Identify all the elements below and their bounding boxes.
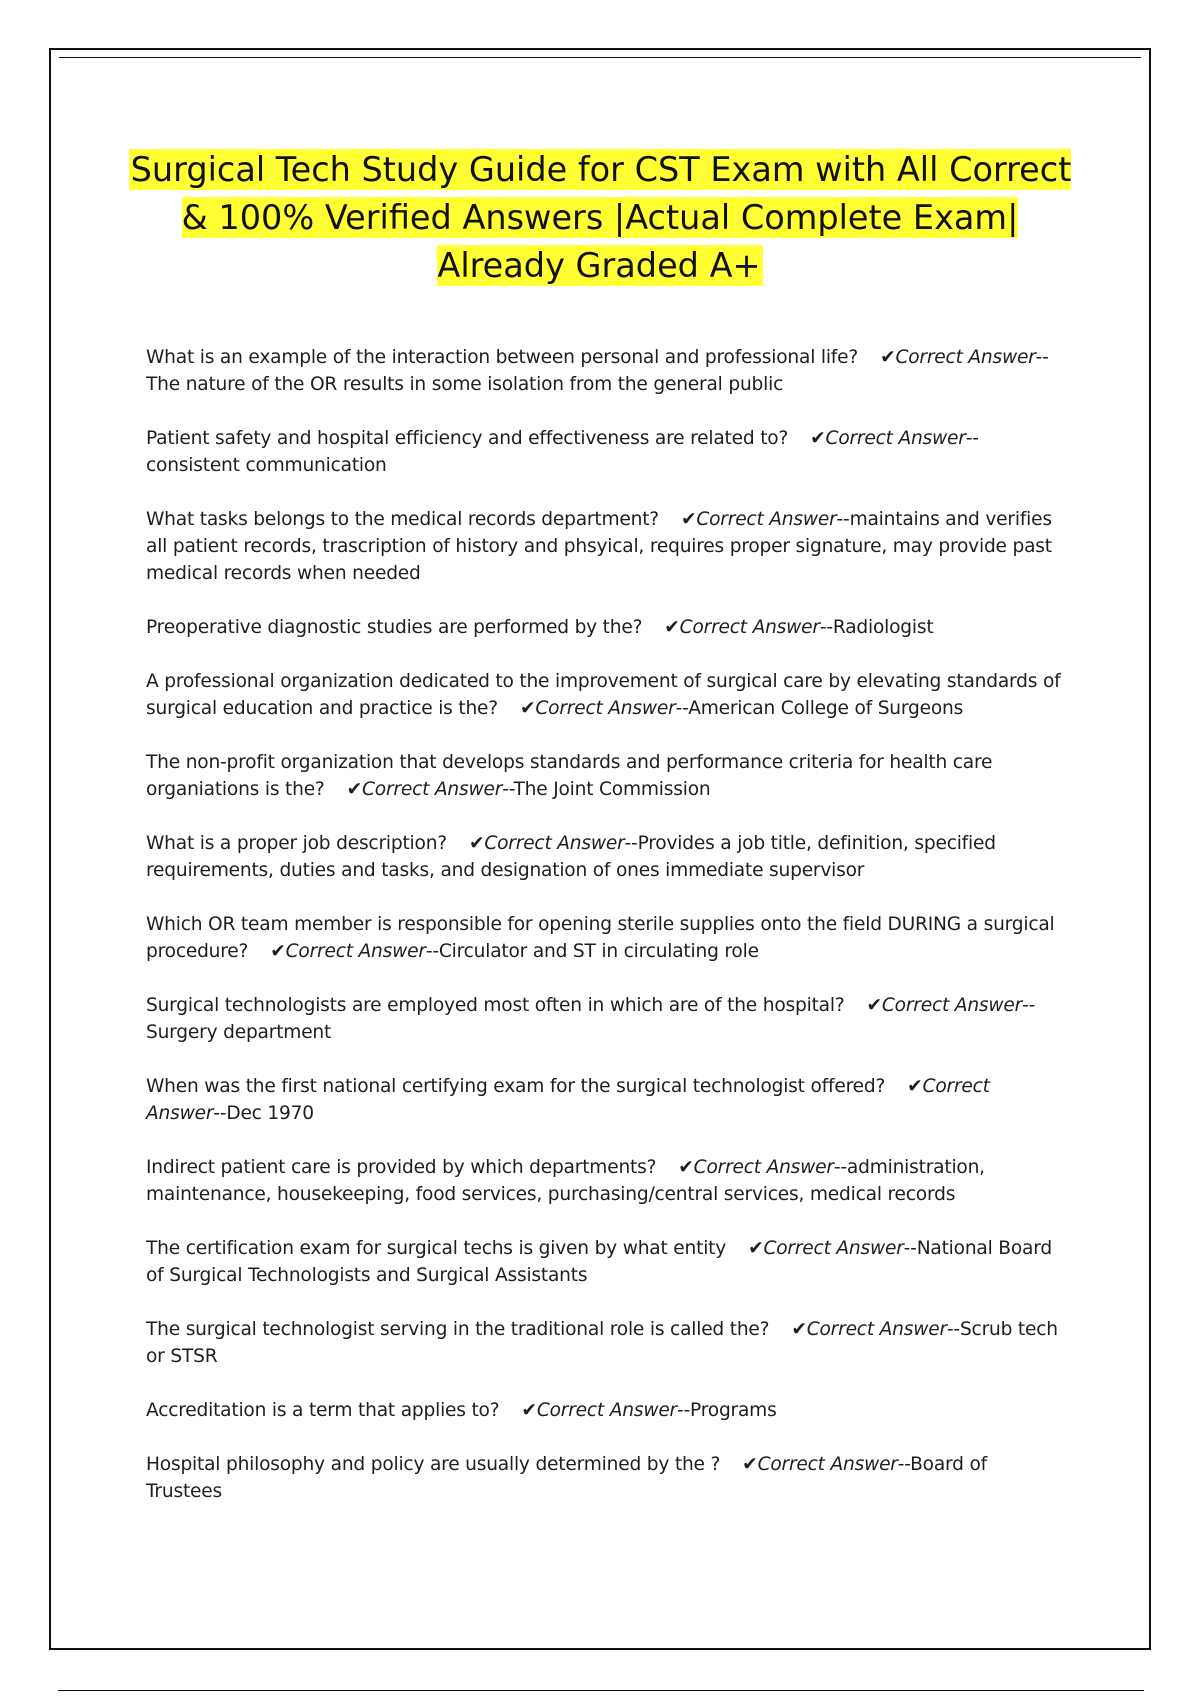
check-icon: ✔: [346, 779, 362, 800]
qa-item: [146, 614, 1064, 641]
bottom-rule: [58, 1690, 1144, 1691]
qa-item: [146, 1235, 1064, 1289]
check-icon: ✔: [810, 428, 826, 449]
answer-text: National Board of Surgical Technologists and Surgical Assistants: [146, 1238, 1052, 1286]
answer-marker: Correct Answer: [285, 941, 426, 962]
answer-separator: --: [624, 833, 638, 854]
answer-marker: Correct Answer: [825, 428, 966, 449]
question-text: The certification exam for surgical techs is given by what entity: [146, 1238, 727, 1259]
qa-list: [146, 344, 1064, 1532]
qa-item: [146, 1397, 1064, 1424]
answer-marker: Correct Answer: [763, 1238, 904, 1259]
check-icon: ✔: [748, 1238, 764, 1259]
question-text: What tasks belongs to the medical records department?: [146, 509, 659, 530]
top-rule: [59, 57, 1141, 58]
answer-marker: Correct Answer: [362, 779, 503, 800]
qa-item: [146, 425, 1064, 479]
answer-separator: --: [903, 1238, 917, 1259]
question-text: Accreditation is a term that applies to?: [146, 1400, 500, 1421]
answer-separator: --: [502, 779, 514, 800]
answer-text: Scrub tech or STSR: [146, 1319, 1058, 1367]
answer-marker: Correct Answer: [535, 698, 676, 719]
answer-separator: --: [965, 428, 979, 449]
answer-separator: --: [425, 941, 439, 962]
answer-text: Radiologist: [832, 617, 934, 638]
qa-item: [146, 1316, 1064, 1370]
answer-marker: Correct Answer: [146, 1076, 990, 1124]
question-text: Indirect patient care is provided by which departments?: [146, 1157, 657, 1178]
answer-marker: Correct Answer: [679, 617, 820, 638]
answer-separator: --: [1022, 995, 1036, 1016]
answer-marker: Correct Answer: [696, 509, 837, 530]
answer-text: Board of Trustees: [146, 1454, 988, 1502]
check-icon: ✔: [521, 1400, 537, 1421]
answer-separator: --: [675, 698, 689, 719]
question-text: The surgical technologist serving in the traditional role is called the?: [146, 1319, 770, 1340]
question-text: A professional organization dedicated to the improvement of surgical care by elevating standards of surgical education and practice is the?: [146, 671, 1061, 719]
answer-text: Dec 1970: [226, 1103, 314, 1124]
question-text: Surgical technologists are employed most often in which are of the hospital?: [146, 995, 845, 1016]
check-icon: ✔: [678, 1157, 694, 1178]
check-icon: ✔: [468, 833, 485, 854]
qa-item: [146, 992, 1064, 1046]
answer-marker: Correct Answer: [484, 833, 625, 854]
qa-item: [146, 1073, 1064, 1127]
document-title: [120, 146, 1080, 290]
question-text: Patient safety and hospital efficiency and effectiveness are related to?: [146, 428, 789, 449]
answer-separator: --: [677, 1400, 691, 1421]
check-icon: ✔: [742, 1454, 758, 1475]
check-icon: ✔: [907, 1076, 923, 1097]
question-text: What is an example of the interaction between personal and professional life?: [146, 347, 859, 368]
qa-item: [146, 668, 1064, 722]
qa-item: [146, 1451, 1064, 1505]
check-icon: ✔: [680, 509, 697, 530]
answer-marker: Correct Answer: [757, 1454, 898, 1475]
qa-item: [146, 1154, 1064, 1208]
document-title-text: Surgical Tech Study Guide for CST Exam with All Correct & 100% Verified Answers |Actual Complete Exam| Already Graded A+: [130, 150, 1072, 285]
question-text: The non-profit organization that develops standards and performance criteria for health care organiations is the?: [146, 752, 993, 800]
answer-separator: --: [836, 509, 850, 530]
question-text: What is a proper job description?: [146, 833, 447, 854]
answer-text: Surgery department: [146, 1022, 332, 1043]
qa-item: [146, 911, 1064, 965]
question-text: Hospital philosophy and policy are usually determined by the ?: [146, 1454, 721, 1475]
qa-item: [146, 749, 1064, 803]
question-text: Which OR team member is responsible for opening sterile supplies onto the field DURING a surgical procedure?: [146, 914, 1055, 962]
qa-item: [146, 830, 1064, 884]
check-icon: ✔: [519, 698, 536, 719]
question-text: When was the first national certifying exam for the surgical technologist offered?: [146, 1076, 886, 1097]
answer-separator: --: [946, 1319, 960, 1340]
answer-marker: Correct Answer: [895, 347, 1036, 368]
answer-text: administration, maintenance, housekeeping, food services, purchasing/central services, medical records: [146, 1157, 985, 1205]
question-text: Preoperative diagnostic studies are performed by the?: [146, 617, 643, 638]
answer-separator: --: [819, 617, 833, 638]
answer-text: consistent communication: [146, 455, 387, 476]
check-icon: ✔: [791, 1319, 807, 1340]
answer-text: The Joint Commission: [513, 779, 711, 800]
answer-marker: Correct Answer: [536, 1400, 678, 1421]
answer-marker: Correct Answer: [806, 1319, 947, 1340]
answer-text: Circulator and ST in circulating role: [438, 941, 759, 962]
answer-marker: Correct Answer: [881, 995, 1023, 1016]
answer-text: The nature of the OR results in some isolation from the general public: [146, 374, 784, 395]
answer-text: maintains and verifies all patient records, trascription of history and phsyical, requires proper signature, may provide past medical records when needed: [146, 509, 1052, 584]
check-icon: ✔: [664, 617, 680, 638]
check-icon: ✔: [270, 941, 286, 962]
qa-item: [146, 506, 1064, 587]
answer-separator: --: [897, 1454, 911, 1475]
answer-text: American College of Surgeons: [688, 698, 964, 719]
answer-separator: --: [1035, 347, 1047, 368]
check-icon: ✔: [866, 995, 882, 1016]
answer-separator: --: [213, 1103, 227, 1124]
qa-item: [146, 344, 1064, 398]
answer-marker: Correct Answer: [693, 1157, 834, 1178]
answer-separator: --: [833, 1157, 847, 1178]
check-icon: ✔: [880, 347, 896, 368]
answer-text: Programs: [690, 1400, 777, 1421]
answer-text: Provides a job title, definition, specified requirements, duties and tasks, and designation of ones immediate supervisor: [146, 833, 996, 881]
